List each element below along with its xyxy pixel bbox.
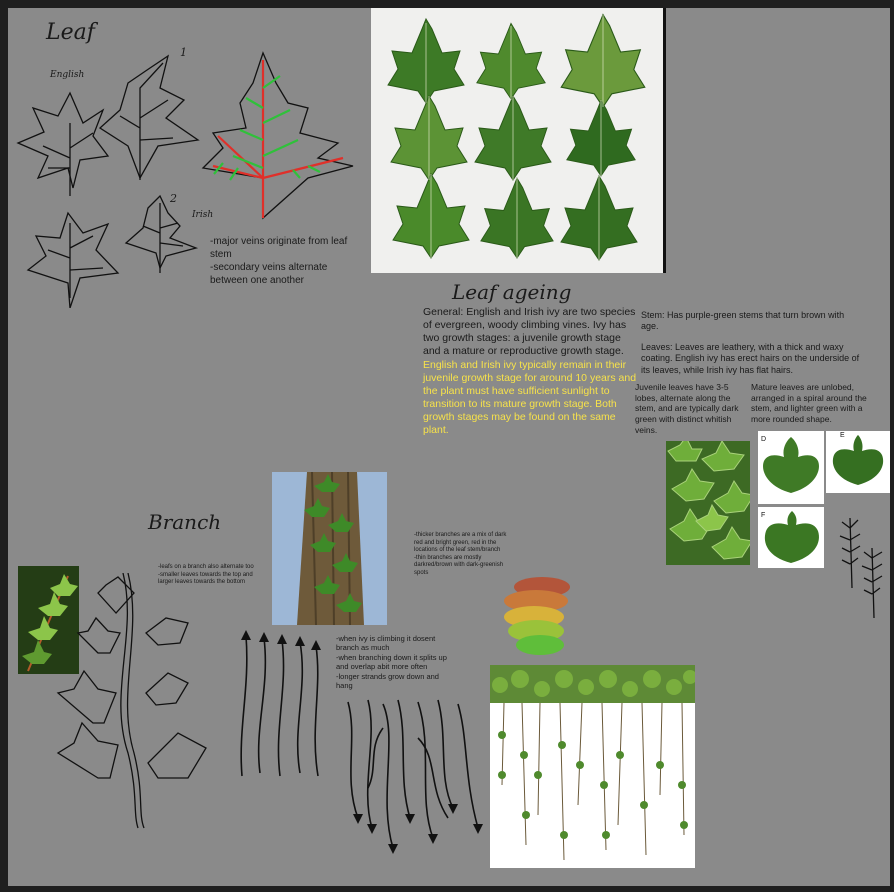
moodboard-canvas [8, 8, 890, 886]
general-plain: General: English and Irish ivy are two species of evergreen, woody climbing vines. Ivy has two growth stages: a juvenile growth stage and a mature or reproductive growth stage. [423, 306, 636, 358]
branch-title: Branch [148, 510, 222, 534]
label-e: E [840, 432, 845, 439]
leaves-note: Leaves: Leaves are leathery, with a thick and waxy coating. English ivy has erect hairs on the underside of its leaves, while Irish ivy has flat hairs. [641, 342, 860, 375]
vein-note-2: -secondary veins alternate between one another [210, 262, 328, 286]
label-1: 1 [180, 46, 187, 59]
mature-note: Mature leaves are unlobed, arranged in a spiral around the stem, and lighter green with a more rounded shape. [751, 382, 867, 424]
juvenile-leaves-photo [666, 441, 750, 565]
leaf-title: Leaf [46, 20, 95, 45]
leaf-ageing-title: Leaf ageing [452, 280, 572, 304]
hanging-ivy-photo [490, 665, 695, 868]
mature-leaf-e [826, 431, 890, 493]
label-2: 2 [170, 192, 177, 205]
sketch-leaf-english [18, 93, 108, 188]
color-swatches [496, 573, 576, 663]
label-d: D [761, 436, 767, 443]
general-highlight: English and Irish ivy typically remain in their juvenile growth stage for around 10 years and the plant must have sufficient sunlight to transition to its mature growth stage. Both growth stages may be found on the same plant. [423, 358, 637, 437]
sketch-leaf-1 [100, 56, 198, 178]
juvenile-note: Juvenile leaves have 3-5 lobes, alternate along the stem, and are typically dark green with distinct whitish veins. [635, 382, 739, 435]
sketch-leaf-irish [28, 213, 118, 308]
leaf-photo-grid [371, 8, 666, 273]
branch-sketch [38, 573, 218, 833]
tree-trunk-photo [272, 472, 387, 625]
mature-leaf-d [758, 431, 824, 504]
branch-alternate-note: -leafs on a branch also alternate too -smaller leaves towards the top and larger leaves towards the bottom [158, 564, 254, 585]
secondary-veins-green [214, 76, 320, 180]
label-english: English [50, 70, 85, 80]
ageing-general-note [423, 306, 639, 437]
label-f: F [761, 512, 766, 519]
sketch-leaf-2 [126, 196, 196, 268]
downward-strand-sketch [338, 698, 488, 863]
vein-note-1: -major veins originate from leaf stem [210, 236, 348, 260]
branch-climb-note: -when ivy is climbing it dosent branch as much -when branching down it splits up and overlap abit more often -longer strands grow down and hang [336, 634, 447, 690]
upward-strand-sketch [230, 628, 325, 778]
twig-sketches [830, 508, 890, 620]
swatch-green [516, 635, 564, 655]
mature-leaf-f [758, 507, 824, 568]
stem-note: Stem: Has purple-green stems that turn brown with age. [641, 310, 845, 332]
branch-thick-note: -thicker branches are a mix of dark red and bright green, red in the locations of the leaf stem/branch -thin branches are mostly darkred/brown with dark-greenish spots [414, 532, 507, 576]
label-irish: Irish [192, 210, 214, 220]
